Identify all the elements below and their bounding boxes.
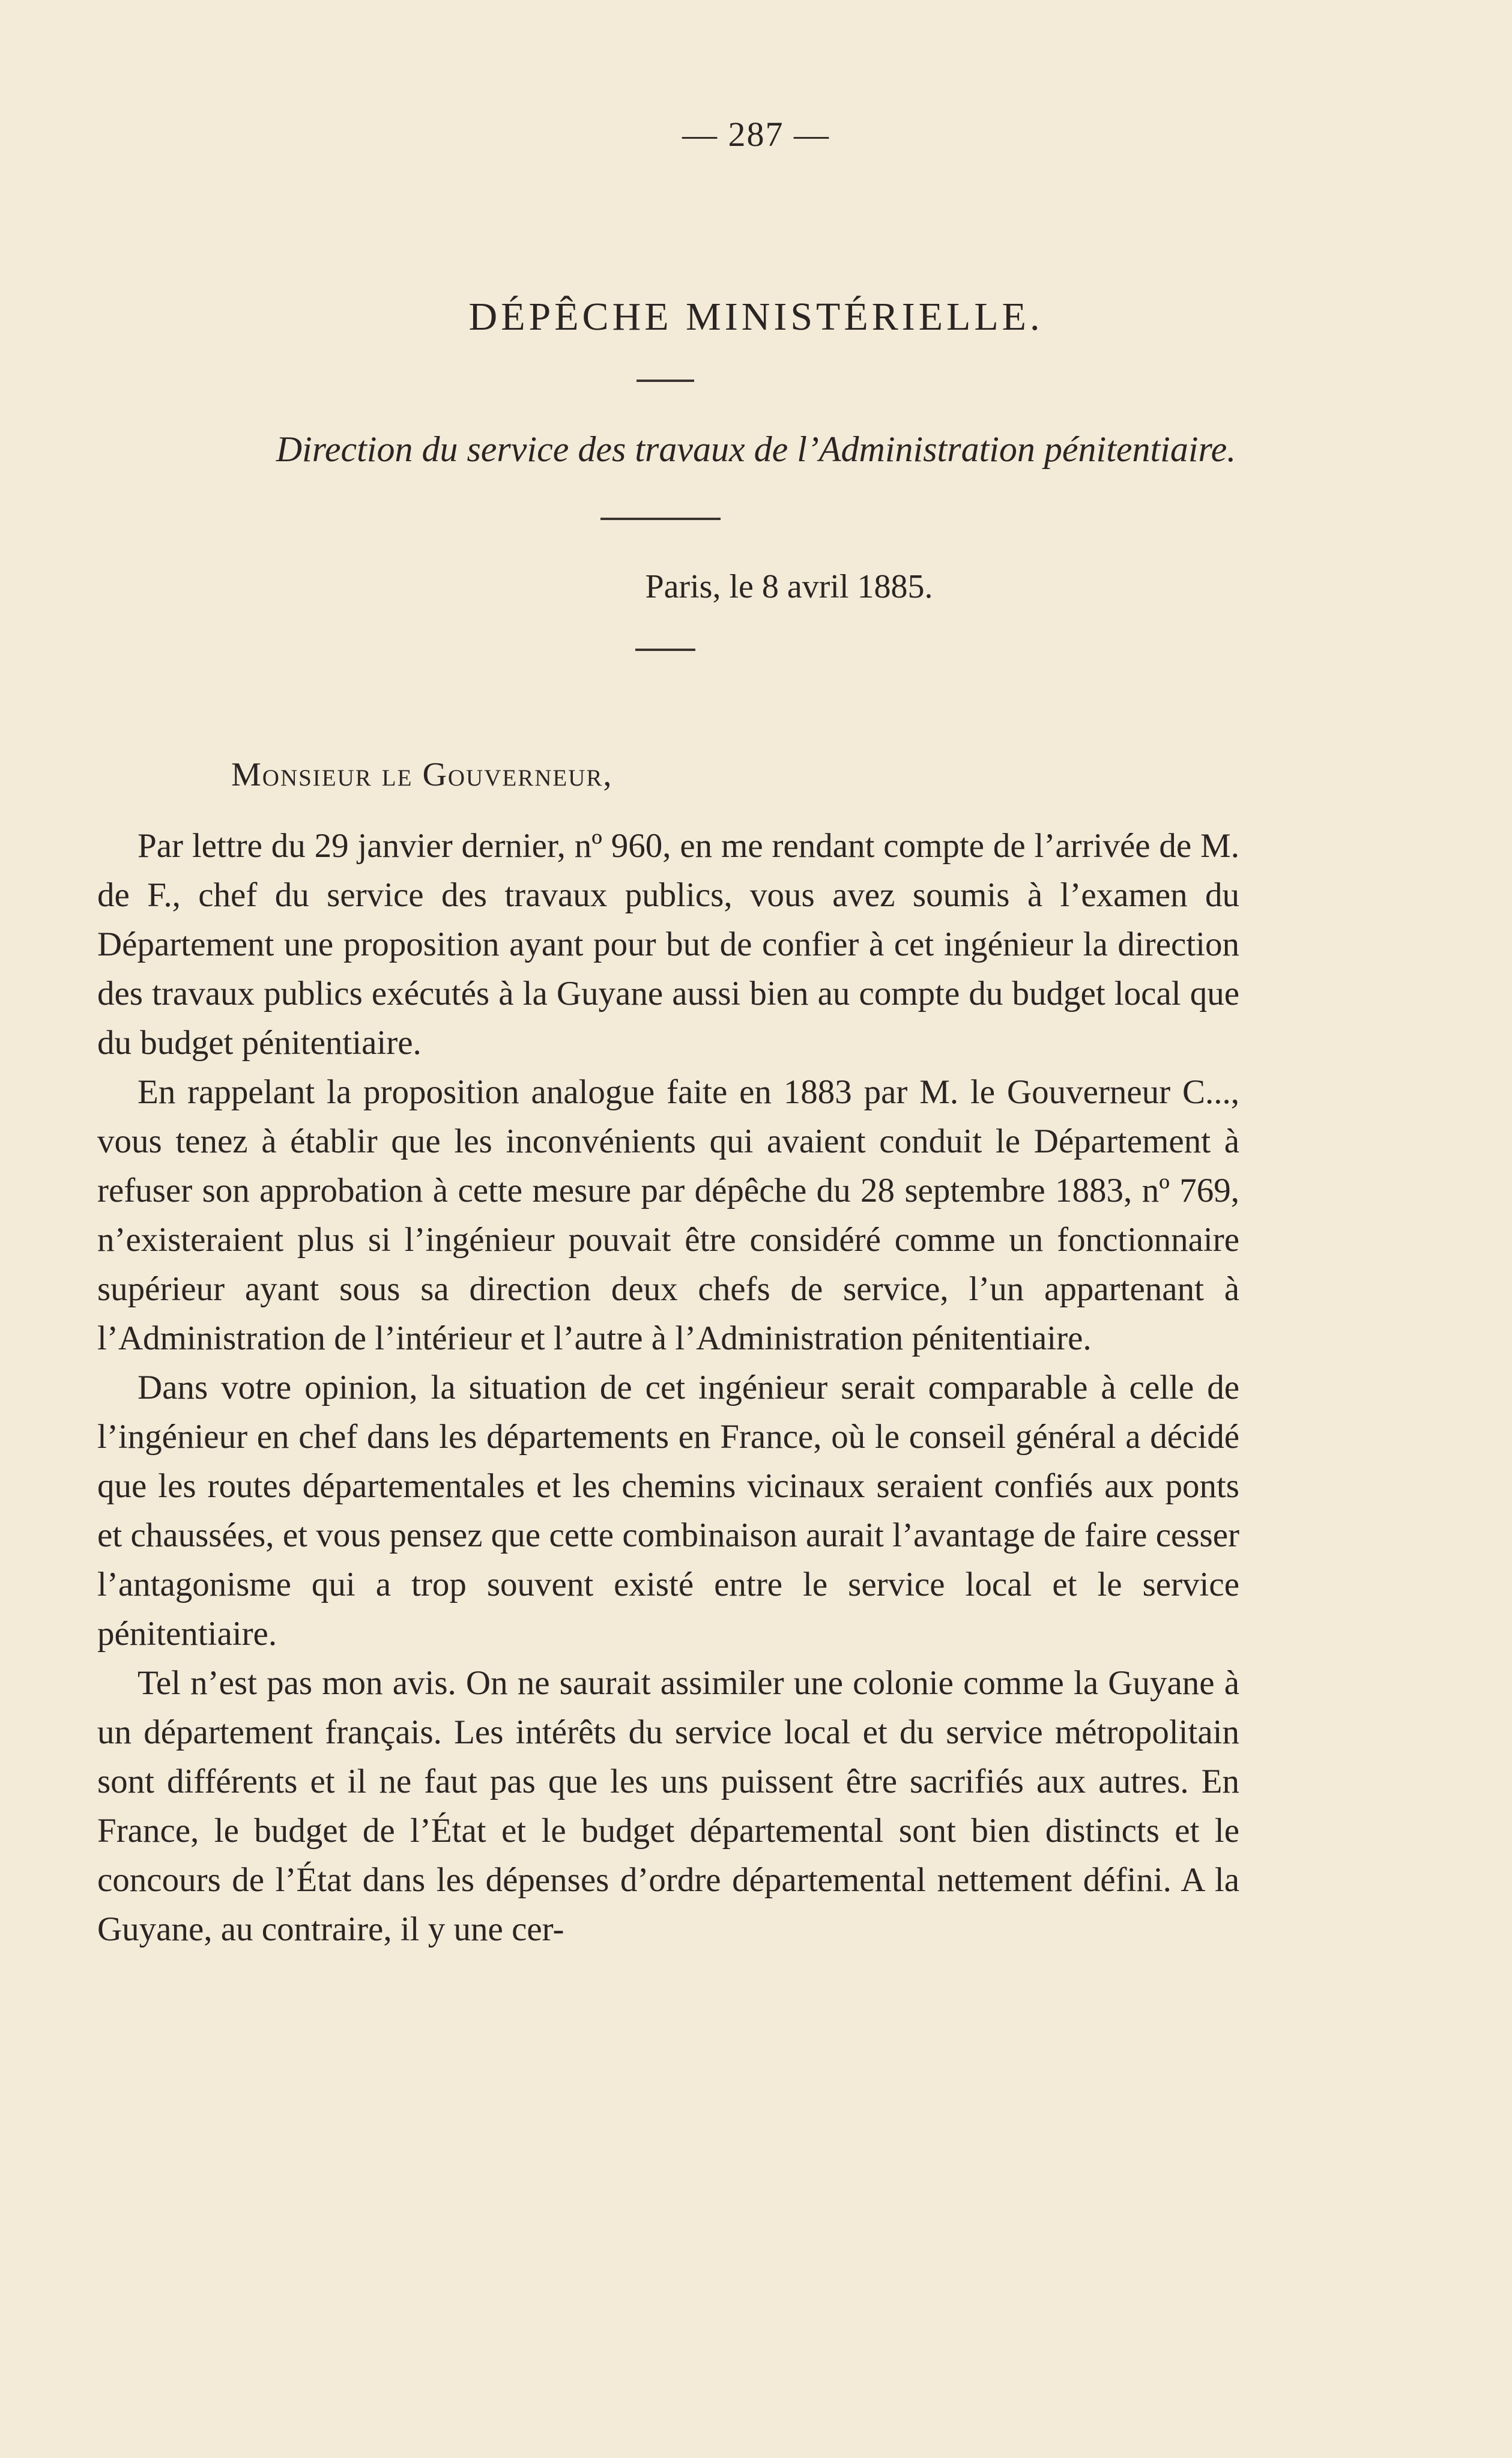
paragraph-3: Dans votre opinion, la situation de cet ingénieur serait comparable à celle de l’ingénieur en chef dans les départements en France, où le conseil général a décidé que les routes départementales et les chemins vicinaux seraient confiés aux ponts et chaussées, et vous pensez que cette combinaison aurait l’avantage de faire cesser l’antagonisme qui a trop souvent existé entre le service local et le service pénitentiaire. bbox=[97, 1369, 1239, 1653]
title-divider bbox=[637, 380, 694, 382]
subtitle-divider bbox=[600, 518, 721, 520]
letter-body bbox=[97, 822, 1239, 1954]
paragraph-2: En rappelant la proposition analogue faite en 1883 par M. le Gouverneur C..., vous tenez à établir que les inconvénients qui avaient conduit le Département à refuser son approbation à cette mesure par dépêche du 28 septembre 1883, nº 769, n’existeraient plus si l’ingénieur pouvait être considéré comme un fonctionnaire supérieur ayant sous sa direction deux chefs de service, l’un appartenant à l’Administration de l’intérieur et l’autre à l’Administration pénitentiaire. bbox=[97, 1073, 1239, 1357]
dateline: Paris, le 8 avril 1885. bbox=[645, 568, 933, 605]
page-number: — 287 — bbox=[682, 115, 830, 154]
paragraph-4: Tel n’est pas mon avis. On ne saurait assimiler une colonie comme la Guyane à un département français. Les intérêts du service local et du service métropolitain sont différents et il ne faut pas que les uns puissent être sacrifiés aux autres. En France, le budget de l’État et le budget départemental sont bien distincts et le concours de l’État dans les dépenses d’ordre départemental nettement défini. A la Guyane, au contraire, il y une cer- bbox=[97, 1664, 1239, 1948]
document-title: DÉPÊCHE MINISTÉRIELLE. bbox=[468, 295, 1044, 339]
dateline-divider bbox=[635, 649, 695, 651]
paragraph-1: Par lettre du 29 janvier dernier, nº 960, en me rendant compte de l’arrivée de M. de F., chef du service des travaux publics, vous avez soumis à l’examen du Département une proposition ayant pour but de confier à cet ingénieur la direction des travaux publics exécutés à la Guyane aussi bien au compte du budget local que du budget pénitentiaire. bbox=[97, 827, 1239, 1062]
salutation: Monsieur le Gouverneur, bbox=[231, 756, 613, 793]
document-subtitle: Direction du service des travaux de l’Administration pénitentiaire. bbox=[276, 429, 1236, 469]
